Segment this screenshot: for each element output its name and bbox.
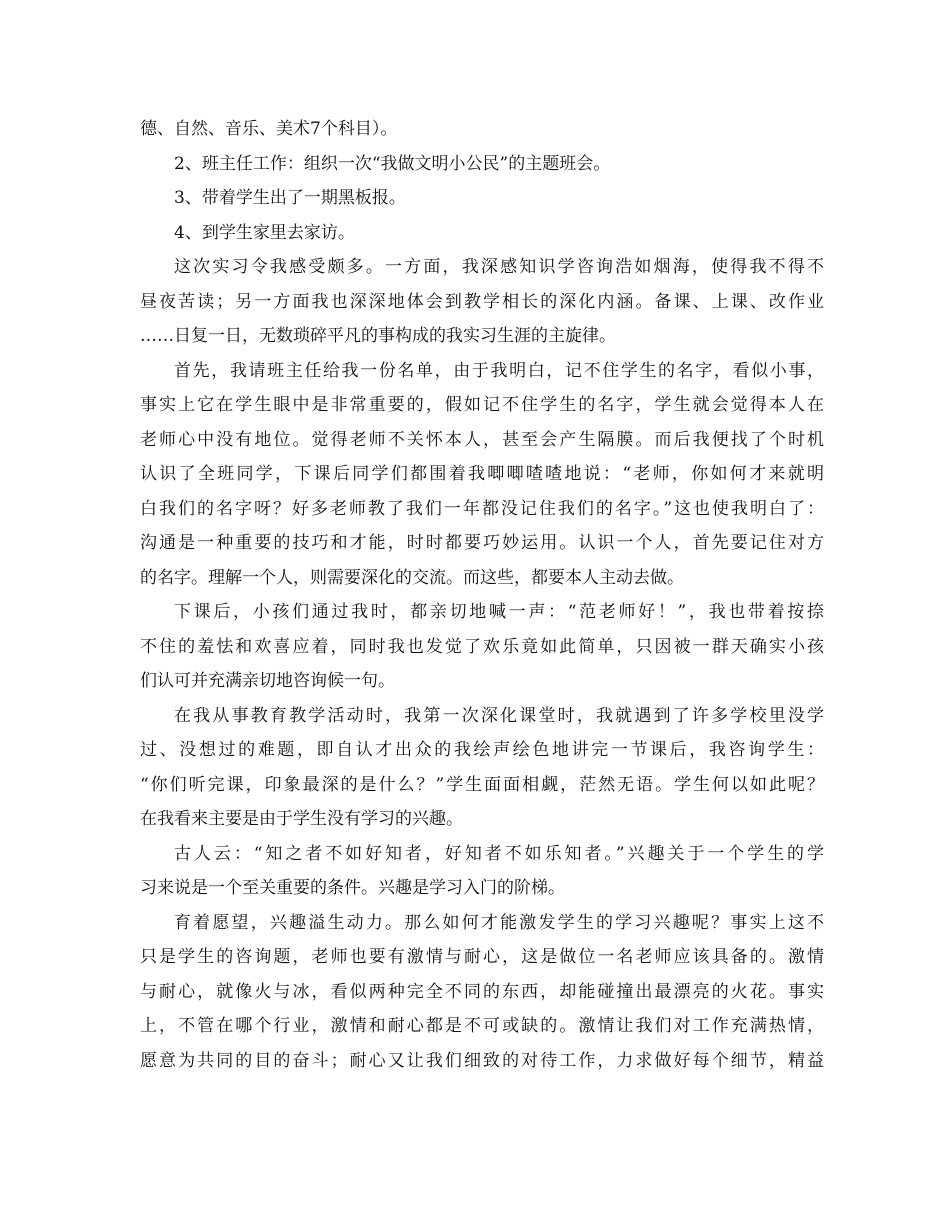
text-line: 上，不管在哪个行业，激情和耐心都是不可或缺的。激情让我们对工作充满热情， xyxy=(140,1016,824,1036)
text-line: 与耐心，就像火与冰，看似两种完全不同的东西，却能碰撞出最漂亮的火花。事实 xyxy=(140,981,824,1002)
text-line: ……日复一日，无数琐碎平凡的事构成的我实习生涯的主旋律。 xyxy=(140,326,616,346)
text-line: 下课后，小孩们通过我时，都亲切地喊一声：“范老师好！”，我也带着按捺 xyxy=(174,602,824,622)
text-line: 不住的羞怯和欢喜应着，同时我也发觉了欢乐竟如此简单，只因被一群天确实小孩 xyxy=(140,636,824,657)
text-line: 的名字。理解一个人，则需要深化的交流。而这些，都要本人主动去做。 xyxy=(140,567,684,588)
text-line: 昼夜苦读；另一方面我也深深地体会到教学相长的深化内涵。备课、上课、改作业 xyxy=(140,291,824,312)
text-line: 3、带着学生出了一期黑板报。 xyxy=(174,188,406,208)
text-line: 沟通是一种重要的技巧和才能，时时都要巧妙运用。认识一个人，首先要记住对方 xyxy=(140,533,824,553)
document-page xyxy=(140,112,824,1078)
text-line: 认识了全班同学，下课后同学们都围着我唧唧喳喳地说：“老师，你如何才来就明 xyxy=(140,464,824,484)
text-line: 们认可并充满亲切地咨询候一句。 xyxy=(140,671,395,691)
text-line: 古人云：“知之者不如好知者，好知者不如乐知者。”兴趣关于一个学生的学 xyxy=(174,843,824,864)
text-line: 这次实习令我感受颇多。一方面，我深感知识学咨询浩如烟海，使得我不得不 xyxy=(174,257,824,277)
text-line: 老师心中没有地位。觉得老师不关怀本人，甚至会产生隔膜。而后我便找了个时机 xyxy=(140,429,824,450)
text-line: 习来说是一个至关重要的条件。兴趣是学习入门的阶梯。 xyxy=(140,878,565,898)
text-line: 过、没想过的难题，即自认才出众的我绘声绘色地讲完一节课后，我咨询学生： xyxy=(140,740,824,760)
text-line: 只是学生的咨询题，老师也要有激情与耐心，这是做位一名老师应该具备的。激情 xyxy=(140,947,824,967)
text-line: 4、到学生家里去家访。 xyxy=(174,222,355,243)
text-line: “你们听完课，印象最深的是什么？”学生面面相觑，茫然无语。学生何以如此呢？ xyxy=(140,774,824,795)
text-line: 育着愿望，兴趣溢生动力。那么如何才能激发学生的学习兴趣呢？事实上这不 xyxy=(174,912,824,933)
text-line: 在我从事教育教学活动时，我第一次深化课堂时，我就遇到了许多学校里没学 xyxy=(174,705,824,726)
text-line: 德、自然、音乐、美术7个科目）。 xyxy=(140,119,398,139)
text-line: 事实上它在学生眼中是非常重要的，假如记不住学生的名字，学生就会觉得本人在 xyxy=(140,395,824,415)
text-line: 在我看来主要是由于学生没有学习的兴趣。 xyxy=(140,809,463,829)
text-line: 2、班主任工作：组织一次“我做文明小公民”的主题班会。 xyxy=(174,153,611,174)
text-line: 愿意为共同的目的奋斗；耐心又让我们细致的对待工作，力求做好每个细节，精益 xyxy=(140,1050,824,1071)
text-line: 首先，我请班主任给我一份名单，由于我明白，记不住学生的名字，看似小事， xyxy=(174,360,824,381)
text-line: 白我们的名字呀？好多老师教了我们一年都没记住我们的名字。”这也使我明白了： xyxy=(140,498,824,519)
